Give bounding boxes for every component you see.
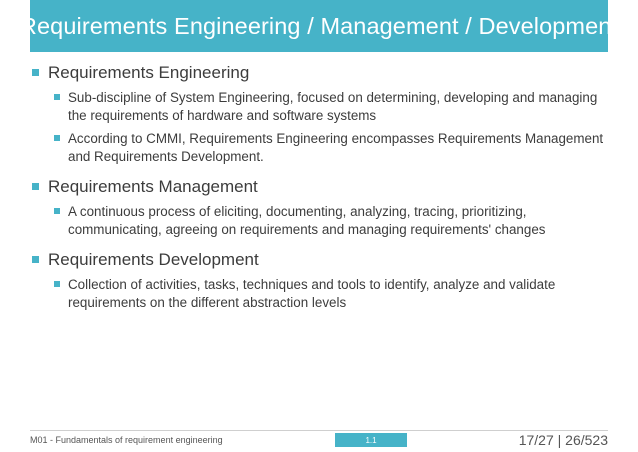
square-bullet-icon: [54, 281, 60, 287]
slide-content: [30, 58, 610, 312]
sub-bullet: [30, 89, 610, 125]
square-bullet-icon: [32, 256, 39, 263]
square-bullet-icon: [54, 208, 60, 214]
sub-bullet: [30, 203, 610, 239]
square-bullet-icon: [54, 94, 60, 100]
bullet-requirements-development: [30, 249, 610, 271]
slide-footer: [30, 430, 608, 451]
slide-title-bar: [19, 0, 619, 52]
square-bullet-icon: [32, 69, 39, 76]
page-counter: 17/27 | 26/523: [518, 432, 608, 448]
sub-bullet: [30, 276, 610, 312]
square-bullet-icon: [54, 135, 60, 141]
bullet-requirements-management: [30, 176, 610, 198]
section-badge: 1.1: [335, 433, 407, 447]
bullet-requirements-engineering: [30, 62, 610, 84]
sub-bullet-text: Collection of activities, tasks, techniques and tools to identify, analyze and validate requirements on the different abstraction levels: [68, 277, 556, 310]
square-bullet-icon: [32, 183, 39, 190]
slide-title: Requirements Engineering / Management / Development: [19, 12, 619, 39]
sub-bullet-text: Sub-discipline of System Engineering, focused on determining, developing and managing the requirements of hardware and software systems: [68, 90, 598, 123]
course-label: M01 - Fundamentals of requirement engineering: [30, 435, 223, 445]
bullet-label: Requirements Engineering: [48, 63, 250, 82]
sub-bullet-text: A continuous process of eliciting, documenting, analyzing, tracing, prioritizing, communicating, agreeing on requirements and managing requirements' changes: [68, 204, 546, 237]
sub-bullet: [30, 130, 610, 166]
sub-bullet-text: According to CMMI, Requirements Engineering encompasses Requirements Management and Requirements Development.: [68, 131, 604, 164]
bullet-label: Requirements Management: [48, 177, 258, 196]
bullet-label: Requirements Development: [48, 250, 259, 269]
